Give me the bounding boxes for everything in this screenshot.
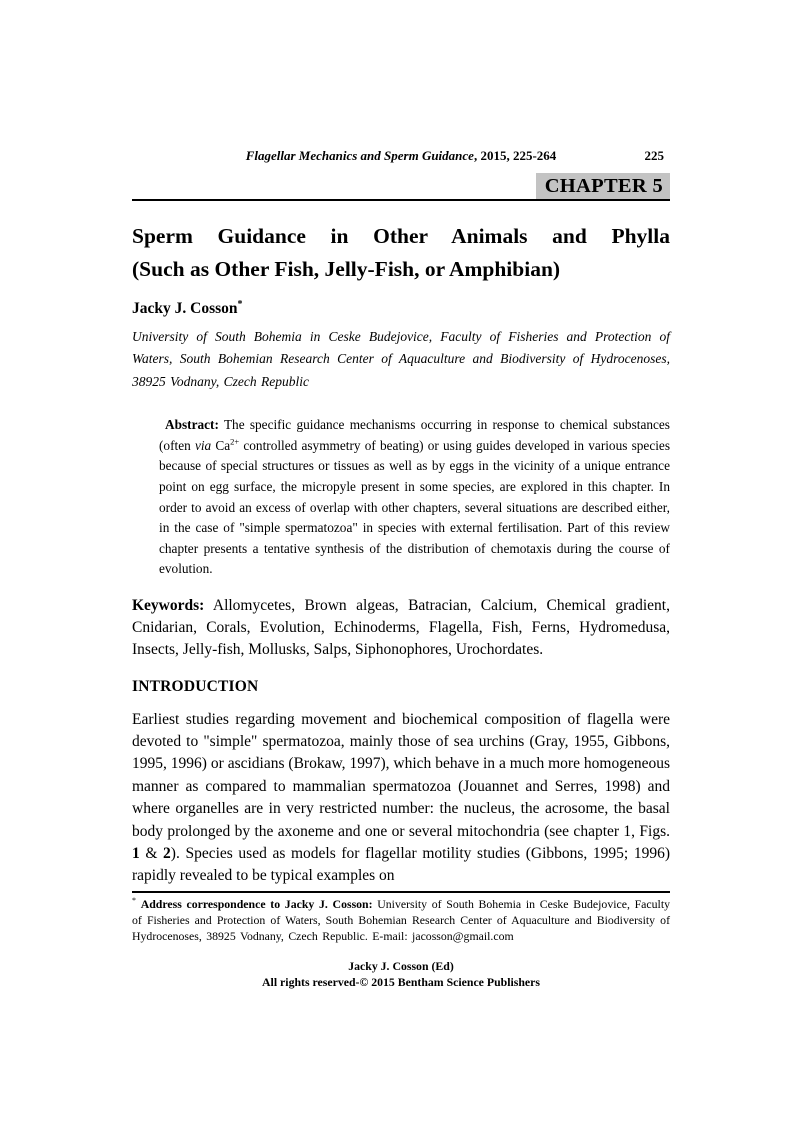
abstract-text-1: The specific guidance mechanisms occurring in response to chemical substances (often: [159, 417, 674, 453]
introduction-text-1: Earliest studies regarding movement and biochemical composition of flagella were devoted to "simple" spermatozoa, mainly those of sea urchins (Gray, 1955, Gibbons, 1995, 1996) or ascidians (Brokaw, 1997), which behave in a much more homogeneous manner as compared to mammalian spermatozoa (Jouannet and Serres, 1998) and where organelles are in very restricted number: the nucleus, the acrosome, the basal body prolonged by the axoneme and one or several mitochondria (see chapter 1, Figs.: [132, 710, 674, 840]
author-name: Jacky J. Cosson: [132, 300, 238, 317]
introduction-paragraph: [132, 709, 674, 888]
chapter-title-line2: (Such as Other Fish, Jelly-Fish, or Amphibian): [132, 256, 561, 281]
footnote-label: Address correspondence to Jacky J. Cosson:: [140, 896, 373, 911]
abstract: [159, 415, 674, 580]
abstract-label: Abstract:: [165, 417, 219, 433]
chapter-badge: CHAPTER 5: [536, 173, 670, 199]
introduction-text-2: ). Species used as models for flagellar motility studies (Gibbons, 1995; 1996) rapidly revealed to be typical examples on: [132, 845, 674, 885]
figure-ref-separator: &: [139, 845, 164, 863]
keywords: [132, 595, 674, 662]
calcium-superscript: 2+: [230, 436, 240, 447]
page-content: [132, 148, 675, 990]
chapter-title-line1: Sperm Guidance in Other Animals and Phylla: [132, 224, 670, 248]
author-line: [132, 299, 670, 319]
abstract-text-2: Ca: [211, 437, 231, 453]
author-footnote-mark: *: [237, 298, 243, 310]
affiliation: University of South Bohemia in Ceske Budejovice, Faculty of Fisheries and Protection of Waters, South Bohemian Research Center of Aquaculture and Biodiversity of Hydrocenoses, 38925 Vodnany, Czech Republic: [132, 329, 670, 389]
journal-title: Flagellar Mechanics and Sperm Guidance: [245, 148, 474, 163]
journal-meta: , 2015, 225-264: [473, 148, 557, 163]
abstract-text-3: controlled asymmetry of beating) or using guides developed in various species because of special structures or tissues as well as by eggs in the vicinity of a unique entrance point on egg surface, the micropyle present in some species, are explored in this chapter. In order to avoid an excess of overlap with other chapters, several situations are described either, in the case of "simple spermatozoa" in species with external fertilisation. Part of this review chapter presents a tentative synthesis of the distribution of chemotaxis during the course of evolution.: [159, 437, 674, 577]
keywords-label: Keywords:: [132, 596, 205, 614]
correspondence-footnote: [132, 891, 675, 944]
publisher-imprint: [132, 958, 670, 990]
abstract-via-italic: via: [194, 437, 212, 453]
running-head: [132, 148, 670, 164]
introduction-heading: INTRODUCTION: [132, 677, 259, 695]
imprint-editor: Jacky J. Cosson (Ed): [348, 958, 454, 973]
figure-ref-2: 2: [163, 845, 171, 863]
page-number: 225: [644, 148, 664, 163]
page-header: [132, 148, 670, 201]
footnote-text: University of South Bohemia in Ceske Budejovice, Faculty of Fisheries and Protection of Waters, South Bohemian Research Center of Aquaculture and Biodiversity of Hydrocenoses, 38925 Vodnany, Czech Republic. E-mail: jacosson@gmail.com: [132, 896, 675, 943]
chapter-title: [132, 220, 670, 285]
chapter-row: [132, 173, 670, 199]
figure-ref-1: 1: [132, 845, 140, 863]
keywords-text: Allomycetes, Brown algeas, Batracian, Calcium, Chemical gradient, Cnidarian, Corals, Evolution, Echinoderms, Flagella, Fish, Ferns, Hydromedusa, Insects, Jelly-fish, Mollusks, Salps, Siphonophores, Urochordates.: [132, 596, 674, 659]
footnote-mark: *: [132, 895, 136, 905]
imprint-copyright: All rights reserved-© 2015 Bentham Science Publishers: [262, 974, 540, 989]
